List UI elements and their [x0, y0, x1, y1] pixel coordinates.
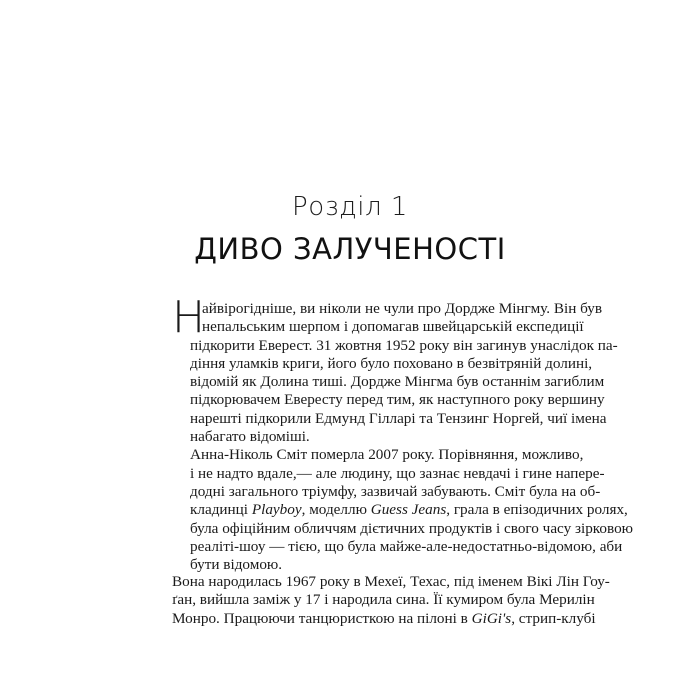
text-line: і не надто вдале,— але людину, що зазнає невдачі і гине напере- [190, 464, 605, 482]
brand-name: Guess Jeans [370, 501, 447, 519]
text-line: нарешті підкорили Едмунд Гілларі та Тензинг Норгей, чиї імена [190, 409, 607, 427]
text-line: була офіційним обличчям дієтичних продуктів і свого часу зірковою [190, 519, 634, 537]
text-line: відомій як Долина тиші. Дордже Мінгма був останнім загиблим [190, 373, 605, 391]
text-line: бути відомою. [190, 556, 283, 574]
text-line: непальським шерпом і допомагав швейцарській експедиції [202, 318, 584, 336]
chapter-title: ДИВО ЗАЛУЧЕНОСТІ [194, 232, 506, 266]
text-line: діння уламків криги, його було поховано в безвітряній долині, [190, 354, 593, 372]
drop-cap: Н [172, 292, 206, 343]
club-name: GiGi's [471, 609, 512, 627]
chapter-label: Розділ 1 [292, 192, 408, 222]
text-line: Монро. Працюючи танцюристкою на пілоні в GiGi's, стрип-клубі [172, 609, 596, 627]
text-line: Анна-Ніколь Сміт померла 2007 року. Порівняння, можливо, [190, 446, 584, 464]
magazine-name: Playboy [251, 501, 302, 519]
text-line: додні загального тріумфу, зазвичай забувають. Сміт була на об- [190, 482, 601, 500]
text-line: підкорювачем Евересту перед тим, як наступного року вершину [190, 391, 605, 409]
text-line: підкорити Еверест. 31 жовтня 1952 року він загинув унаслідок па- [190, 336, 618, 354]
body-text-bottom [172, 573, 610, 628]
body-text-top [172, 292, 634, 574]
text-line: набагато відоміші. [190, 428, 310, 446]
text-line: Вона народилась 1967 року в Мехеї, Техас, під іменем Вікі Лін Гоу- [172, 573, 610, 590]
text-line: ґан, вийшла заміж у 17 і народила сина. Її кумиром була Мерилін [172, 591, 595, 609]
text-line: кладинці Playboy, моделлю Guess Jeans, грала в епізодичних ролях, [190, 501, 628, 519]
text-line: айвірогідніше, ви ніколи не чули про Дордже Мінгму. Він був [202, 300, 603, 317]
text-line: реаліті-шоу — тією, що була майже-але-недостатньо-відомою, аби [190, 537, 623, 555]
